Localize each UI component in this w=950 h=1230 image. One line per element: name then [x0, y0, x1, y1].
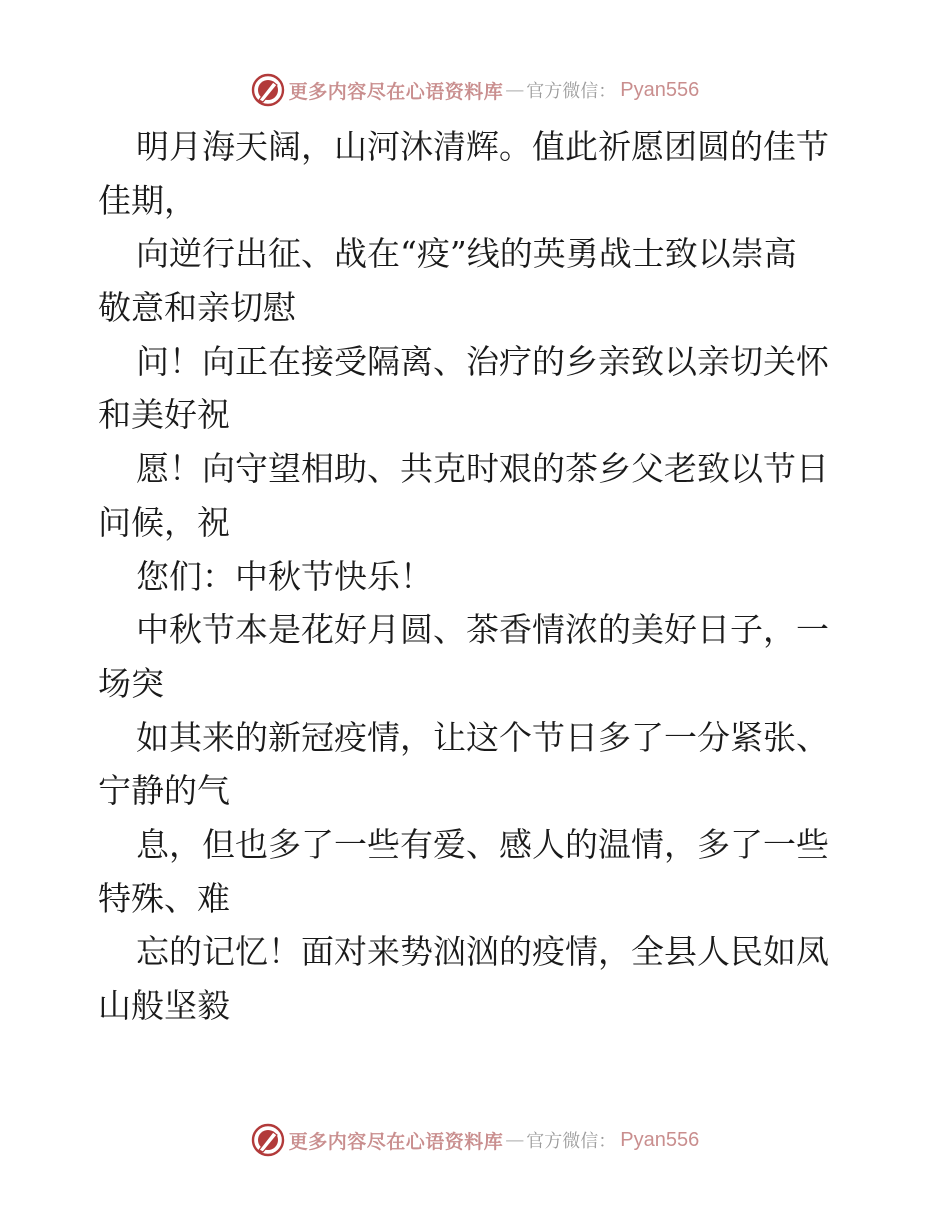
text-line: 中秋节本是花好月圆、茶香情浓的美好日子，一	[136, 610, 829, 650]
header-banner	[0, 70, 950, 110]
text-line: 问候，祝	[98, 502, 230, 542]
pen-logo-icon	[251, 1123, 285, 1157]
banner-wechat-id: Pyan556	[620, 78, 700, 101]
banner-wechat-id: Pyan556	[620, 1128, 700, 1151]
text-line: 息，但也多了一些有爱、感人的温情，多了一些	[136, 824, 829, 864]
text-line: 场突	[98, 663, 164, 703]
text-line: 特殊、难	[98, 878, 230, 918]
banner-label: 官方微信：	[526, 1131, 617, 1152]
text-line: 宁静的气	[98, 771, 230, 811]
text-line: 愿！向守望相助、共克时艰的茶乡父老致以节日	[136, 449, 829, 489]
text-line: 山般坚毅	[98, 986, 230, 1025]
text-line: 您们：中秋节快乐！	[136, 556, 433, 596]
banner-main-text: 更多内容尽在心语资料库	[288, 80, 504, 103]
document-body	[98, 120, 858, 1033]
text-line: 佳期，	[98, 180, 197, 220]
text-line: 和美好祝	[98, 395, 230, 435]
pen-logo-icon	[251, 73, 285, 107]
text-line: 明月海天阔，山河沐清辉。值此祈愿团圆的佳节	[136, 127, 829, 166]
text-line: 忘的记忆！面对来势汹汹的疫情，全县人民如凤	[136, 932, 829, 972]
banner-dash: —	[505, 79, 525, 101]
banner-dash: —	[505, 1129, 525, 1151]
text-line: 如其来的新冠疫情，让这个节日多了一分紧张、	[136, 717, 829, 757]
banner-label: 官方微信：	[526, 81, 617, 102]
footer-banner	[0, 1120, 950, 1160]
text-line: 向逆行出征、战在“疫”线的英勇战士致以崇高	[136, 234, 797, 274]
text-line: 问！向正在接受隔离、治疗的乡亲致以亲切关怀	[136, 341, 829, 381]
text-line: 敬意和亲切慰	[98, 288, 296, 328]
banner-main-text: 更多内容尽在心语资料库	[288, 1130, 504, 1153]
